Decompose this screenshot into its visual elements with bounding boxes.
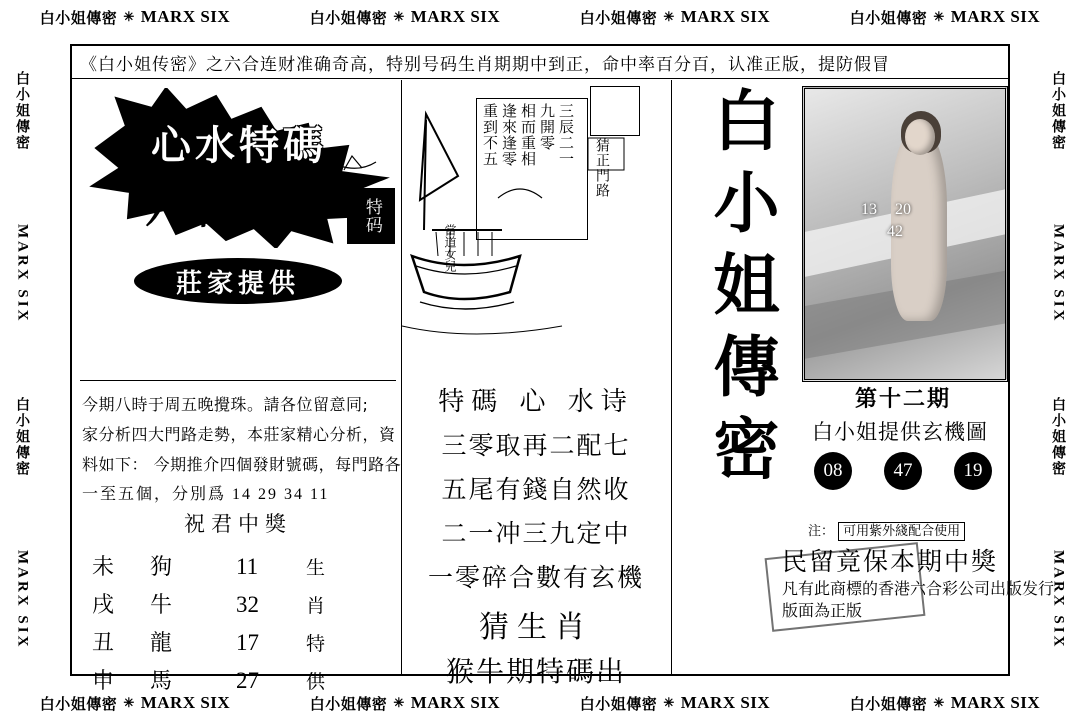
good-luck-text: 祝君中獎 (184, 512, 292, 536)
row-number: 27 (236, 668, 259, 693)
marquee-cn-text: 白小姐傳密 (39, 8, 118, 27)
row-number: 11 (236, 554, 259, 579)
marquee-cn-text: 白小姐傳密 (579, 8, 658, 27)
side-en-text: MARX SIX (1050, 223, 1067, 324)
top-marquee-band (0, 2, 1080, 32)
star-icon: ✳ (393, 695, 405, 710)
row-animal: 龍 (150, 631, 173, 656)
side-cn-text: 白小姐傳密 (14, 396, 30, 477)
zodiac-number-table (92, 550, 392, 702)
marquee-cn-text: 白小姐傳密 (849, 694, 928, 713)
row-tag: 生 (306, 557, 326, 579)
guess-zodiac-title: 猜生肖 (479, 610, 593, 645)
left-divider (80, 380, 396, 381)
star-icon: ✳ (663, 695, 675, 710)
side-en-text: MARX SIX (14, 223, 31, 324)
left-side-band (2, 34, 42, 686)
marquee-en-text: MARX SIX (950, 7, 1041, 26)
seal-stamp: 特码 (347, 188, 395, 244)
poem-lines (402, 380, 670, 694)
row-animal: 狗 (150, 555, 173, 580)
photo-number: 13 (861, 201, 877, 218)
headline-divider (72, 78, 1008, 79)
logo-line1: 心水特碼 (151, 123, 327, 169)
main-content-frame (70, 44, 1055, 694)
row-gan: 申 (92, 669, 115, 694)
analysis-paragraph (82, 390, 402, 510)
issue-number: 第十二期 (854, 387, 951, 412)
poem-line: 一零碎合數有玄機 (427, 563, 644, 592)
marquee-en-text: MARX SIX (140, 7, 231, 26)
row-animal: 馬 (150, 669, 173, 694)
poem-line: 二一冲三九定中 (441, 519, 631, 548)
marquee-en-text: MARX SIX (410, 693, 501, 712)
provider-caption: 白小姐提供玄機圖 (812, 420, 988, 444)
overlay-headline: 民留竟保本期中獎 (782, 547, 999, 576)
marquee-unit (40, 693, 230, 714)
marquee-unit (310, 7, 500, 28)
note-boxed-text: 可用紫外綫配合使用 (838, 522, 965, 541)
photo-number: 20 (895, 201, 911, 218)
headline-text: 《白小姐传密》之六合连财准确奇高，特别号码生肖期期中到正，命中率百分百，认准正版，提防假冒 (80, 55, 890, 75)
row-number: 32 (236, 592, 259, 617)
small-frame-box (590, 86, 640, 136)
photo-number: 42 (887, 223, 903, 240)
poem-box-columns (481, 103, 574, 233)
side-cn-text: 白小姐傳密 (14, 70, 30, 151)
lottery-ball: 19 (954, 452, 992, 490)
model-photo (802, 86, 1008, 382)
note-prefix: 注： (808, 524, 835, 539)
marquee-unit (850, 693, 1040, 714)
right-column (672, 80, 1055, 676)
dealer-provided-badge: 莊家提供 (134, 258, 342, 304)
side-en-text: MARX SIX (1050, 549, 1067, 650)
row-gan: 戌 (92, 593, 115, 618)
row-gan: 丑 (92, 631, 115, 656)
marquee-cn-text: 白小姐傳密 (39, 694, 118, 713)
illustration-caption: 當道女兒 (443, 224, 457, 272)
table-row (92, 588, 392, 626)
marquee-en-text: MARX SIX (680, 7, 771, 26)
marquee-unit (310, 693, 500, 714)
paragraph-line-numbers: 一至五個，分別爲 14 29 34 11 (82, 486, 330, 503)
poem-line: 五尾有錢自然收 (441, 475, 631, 504)
marquee-en-text: MARX SIX (140, 693, 231, 712)
row-tag: 肖 (306, 595, 326, 617)
row-tag: 特 (306, 633, 326, 655)
marquee-en-text: MARX SIX (680, 693, 771, 712)
paragraph-line: 今期八時于周五晚攪珠。請各位留意同; (82, 395, 369, 414)
photo-overlay-numbers (861, 201, 971, 241)
marquee-unit (850, 7, 1040, 28)
paragraph-line: 料如下： 今期推介四個發財號碼，每門路各 (82, 455, 402, 474)
lottery-balls (798, 452, 1008, 490)
marquee-cn-text: 白小姐傳密 (579, 694, 658, 713)
table-row (92, 626, 392, 664)
row-gan: 未 (92, 555, 115, 580)
poem-box (476, 98, 588, 240)
paragraph-line: 家分析四大門路走勢，本莊家精心分析，資 (82, 425, 396, 444)
marquee-cn-text: 白小姐傳密 (849, 8, 928, 27)
row-animal: 牛 (150, 593, 173, 618)
marquee-unit (580, 693, 770, 714)
middle-column (402, 80, 672, 688)
bottom-marquee-band (0, 688, 1080, 718)
poem-line: 三零取再二配七 (441, 431, 631, 460)
lottery-ball: 08 (814, 452, 852, 490)
table-row (92, 550, 392, 588)
star-icon: ✳ (123, 9, 135, 24)
gate-label: 猜正門路 (594, 138, 610, 198)
row-number: 17 (236, 630, 259, 655)
lottery-ball: 47 (884, 452, 922, 490)
marquee-en-text: MARX SIX (410, 7, 501, 26)
marquee-unit (580, 7, 770, 28)
overlay-notice (782, 542, 1055, 622)
star-icon: ✳ (933, 9, 945, 24)
left-column (72, 80, 402, 694)
poem-col: 九開零 (538, 103, 556, 151)
usage-note (808, 520, 1008, 539)
star-icon: ✳ (933, 695, 945, 710)
side-cn-text: 白小姐傳密 (1050, 70, 1066, 151)
poem-col: 逢來逢零 (500, 103, 518, 167)
final-prediction-line: 猴牛期特碼出 (445, 655, 626, 688)
poem-title: 特碼 心 水诗 (438, 387, 634, 417)
row-tag: 供 (306, 671, 326, 693)
photo-head (905, 119, 935, 155)
poem-col: 相而重相 (519, 103, 537, 167)
star-icon: ✳ (663, 9, 675, 24)
brand-vertical-title: 白小姐傳密 (702, 86, 779, 496)
side-cn-text: 白小姐傳密 (1050, 396, 1066, 477)
marquee-unit (40, 7, 230, 28)
poem-col: 三辰二一 (557, 103, 575, 167)
side-en-text: MARX SIX (14, 549, 31, 650)
marquee-en-text: MARX SIX (950, 693, 1041, 712)
marquee-cn-text: 白小姐傳密 (309, 8, 388, 27)
logo-line2: 六合彩 (144, 184, 289, 233)
poem-col: 重到不五 (481, 103, 499, 167)
star-icon: ✳ (393, 9, 405, 24)
overlay-line: 凡有此商標的香港六合彩公司出版发行 (782, 579, 1055, 598)
marquee-cn-text: 白小姐傳密 (309, 694, 388, 713)
star-icon: ✳ (123, 695, 135, 710)
overlay-line: 版面為正版 (782, 601, 863, 620)
